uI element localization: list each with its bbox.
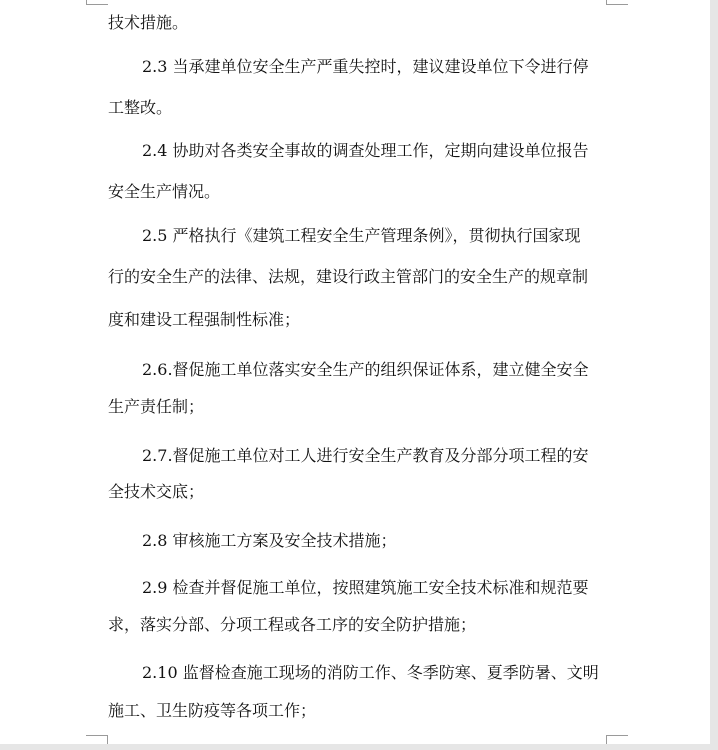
paragraph-line: 2.7.督促施工单位对工人进行安全生产教育及分部分项工程的安 <box>142 446 589 465</box>
paragraph-line: 全技术交底； <box>108 482 205 501</box>
paragraph-line: 生产责任制； <box>108 397 205 416</box>
margin-marker-top-left-h <box>86 4 108 5</box>
margin-marker-bottom-left-v <box>107 735 108 744</box>
paragraph-line: 2.9 检查并督促施工单位，按照建筑施工安全技术标准和规范要 <box>142 578 589 597</box>
page-gutter-right <box>710 0 718 750</box>
paragraph-line: 工整改。 <box>108 98 173 117</box>
paragraph-line: 2.8 审核施工方案及安全技术措施； <box>142 531 397 550</box>
margin-marker-bottom-left <box>86 735 108 736</box>
paragraph-line: 2.4 协助对各类安全事故的调查处理工作，定期向建设单位报告 <box>142 141 589 160</box>
paragraph-line: 度和建设工程强制性标准； <box>108 310 301 329</box>
paragraph-line: 安全生产情况。 <box>108 182 221 201</box>
paragraph-line: 施工、卫生防疫等各项工作； <box>108 701 317 720</box>
margin-marker-bottom-right <box>606 735 628 736</box>
margin-marker-top-right-h <box>606 4 628 5</box>
paragraph-line: 2.6.督促施工单位落实安全生产的组织保证体系，建立健全安全 <box>142 360 589 379</box>
page-gutter-bottom <box>0 744 718 750</box>
paragraph-line: 求，落实分部、分项工程或各工序的安全防护措施； <box>108 615 477 634</box>
paragraph-line: 2.5 严格执行《建筑工程安全生产管理条例》，贯彻执行国家现 <box>142 226 581 245</box>
paragraph-line: 2.3 当承建单位安全生产严重失控时，建议建设单位下令进行停 <box>142 57 589 76</box>
paragraph-line: 行的安全生产的法律、法规，建设行政主管部门的安全生产的规章制 <box>108 267 589 286</box>
margin-marker-bottom-right-v <box>606 735 607 744</box>
paragraph-line: 2.10 监督检查施工现场的消防工作、冬季防寒、夏季防暑、文明 <box>142 663 599 682</box>
paragraph-line: 技术措施。 <box>108 13 189 32</box>
